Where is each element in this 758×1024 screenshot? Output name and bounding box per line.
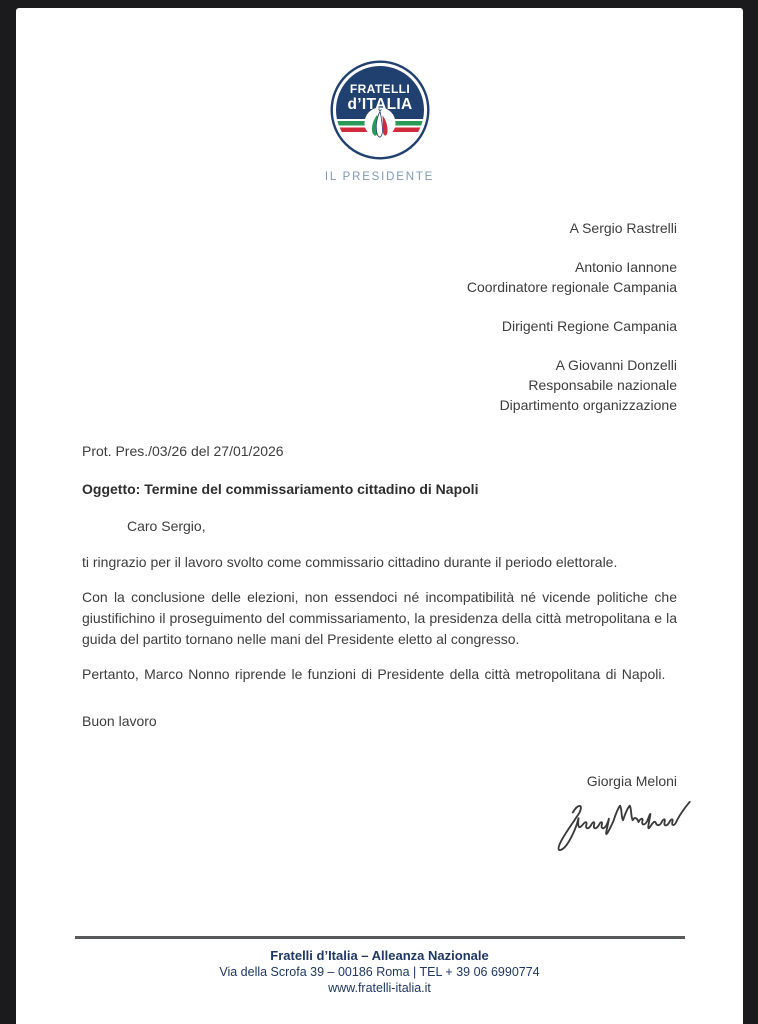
footer-org-name: Fratelli d’Italia – Alleanza Nazionale (270, 948, 489, 963)
signer-name: Giorgia Meloni (586, 773, 677, 789)
salutation: Caro Sergio, (127, 518, 206, 534)
body-paragraph-3: Pertanto, Marco Nonno riprende le funzioni di Presidente della città metropolitana di Napoli. (82, 666, 666, 682)
recipient-line: Dirigenti Regione Campania (501, 318, 677, 334)
logo-text-line2: d’ITALIA (347, 96, 412, 113)
recipient-line: A Giovanni Donzelli (555, 357, 677, 373)
footer-divider (75, 936, 685, 939)
footer-address: Via della Scrofa 39 – 00186 Roma | TEL + 39 06 6990774 (219, 965, 540, 979)
recipient-group (82, 355, 677, 415)
handwritten-signature-icon (549, 797, 699, 855)
recipient-group (82, 257, 677, 297)
recipient-line: A Sergio Rastrelli (569, 220, 677, 236)
recipient-line: Dipartimento organizzazione (499, 397, 677, 413)
role-title: IL PRESIDENTE (324, 171, 435, 183)
body-paragraph-1: ti ringrazio per il lavoro svolto come commissario cittadino durante il periodo elettorale. (82, 554, 618, 570)
closing-line: Buon lavoro (82, 713, 157, 729)
letter-content (16, 60, 743, 855)
letter-footer (16, 936, 743, 996)
fratelli-italia-logo (82, 60, 677, 160)
recipient-line: Antonio Iannone (575, 259, 677, 275)
logo-text-line1: FRATELLI (349, 82, 410, 96)
recipient-line: Coordinatore regionale Campania (466, 279, 677, 295)
footer-website: www.fratelli-italia.it (328, 981, 431, 995)
protocol-line: Prot. Pres./03/26 del 27/01/2026 (82, 443, 284, 459)
letter-page (16, 8, 743, 1024)
recipients-block (82, 218, 677, 415)
body-paragraph-2: Con la conclusione delle elezioni, non essendoci né incompatibilità né vicende politiche che giustifichino il proseguimento del commissariamento, la presidenza della città metropolitana e la guida del partito tornano nelle mani del Presidente eletto al congresso. (82, 589, 677, 647)
subject-line: Oggetto: Termine del commissariamento cittadino di Napoli (82, 481, 479, 497)
signature-image (82, 797, 699, 855)
recipient-group (82, 316, 677, 336)
recipient-group (82, 218, 677, 238)
party-emblem-icon (330, 60, 430, 160)
recipient-line: Responsabile nazionale (528, 377, 677, 393)
